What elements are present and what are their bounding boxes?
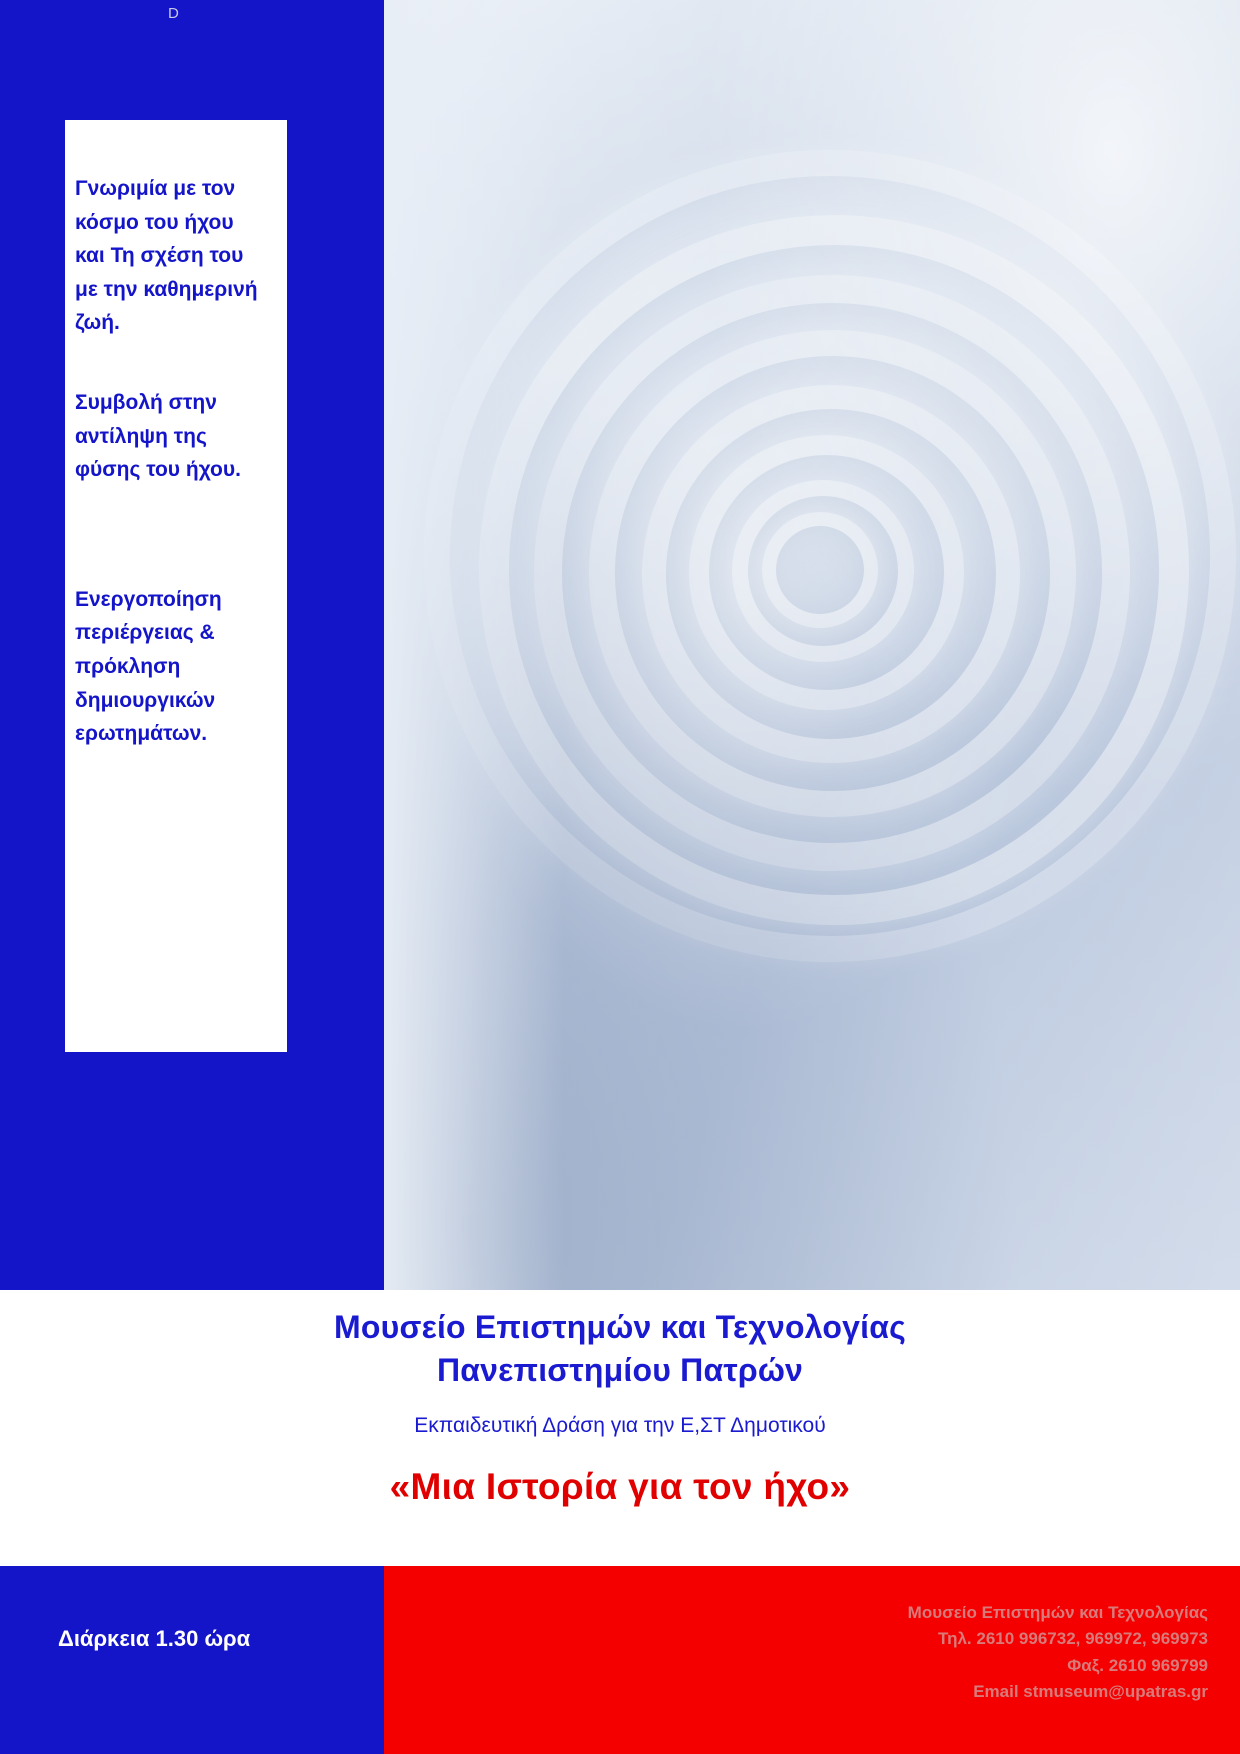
museum-name-line-1: Μουσείο Επιστημών και Τεχνολογίας xyxy=(334,1309,906,1345)
water-ripple-image xyxy=(384,0,1240,1290)
event-subtitle: Εκπαιδευτική Δράση για την Ε,ΣΤ Δημοτικού xyxy=(414,1414,826,1438)
contact-phone: Τηλ. 2610 996732, 969972, 969973 xyxy=(937,1629,1208,1649)
contact-email: Email stmuseum@upatras.gr xyxy=(973,1682,1208,1702)
water-left-fade xyxy=(384,0,564,1290)
duration-label: Διάρκεια 1.30 ώρα xyxy=(58,1626,251,1651)
objective-paragraph-1: Γνωριμία με τον κόσμο του ήχου και Τη σχέση του με την καθημερινή ζωή. xyxy=(75,177,258,335)
contact-museum-name: Μουσείο Επιστημών και Τεχνολογίας xyxy=(907,1603,1208,1622)
contact-block xyxy=(908,1600,1208,1705)
footer-blue-panel xyxy=(0,1566,384,1754)
objective-paragraph-2: Συμβολή στην αντίληψη της φύσης του ήχου. xyxy=(75,390,241,482)
poster-footer xyxy=(0,1566,1240,1754)
museum-name-line-2: Πανεπιστημίου Πατρών xyxy=(436,1352,804,1389)
spacer xyxy=(75,340,269,386)
objective-paragraph-3: Ενεργοποίηση περιέργειας & πρόκληση δημιουργικών ερωτημάτων. xyxy=(75,587,222,746)
contact-fax: Φαξ. 2610 969799 xyxy=(1067,1655,1208,1675)
spacer xyxy=(75,487,269,583)
stray-glyph: D xyxy=(168,5,179,22)
event-main-title: «Μια Ιστορία για τον ήχο» xyxy=(389,1466,851,1508)
objectives-textbox xyxy=(65,120,287,1052)
poster-middle-band xyxy=(0,1290,1240,1566)
